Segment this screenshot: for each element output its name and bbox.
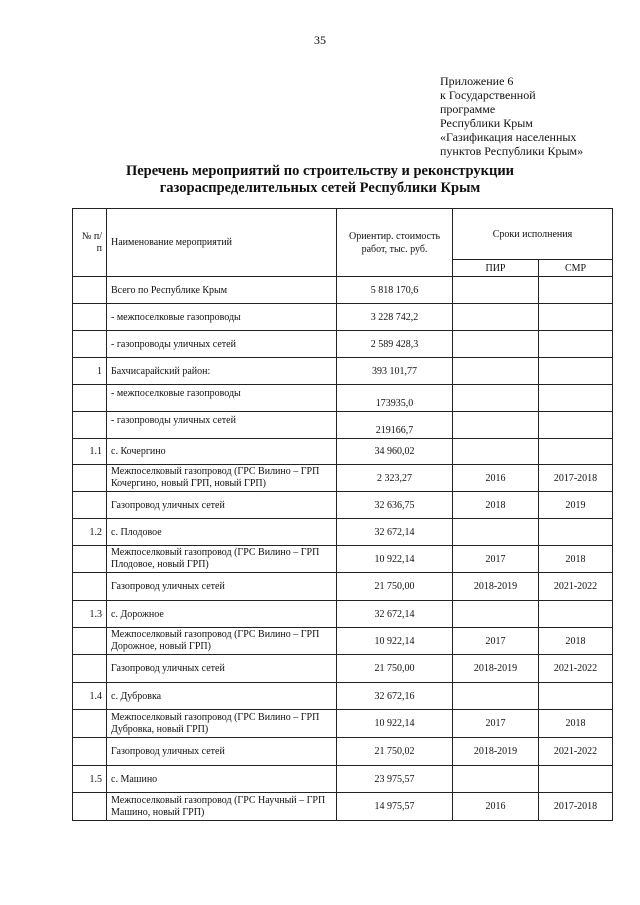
row-cost: 2 589 428,3 bbox=[337, 331, 453, 358]
row-smr: 2019 bbox=[539, 492, 613, 519]
row-smr: 2017-2018 bbox=[539, 465, 613, 492]
row-pir: 2016 bbox=[453, 793, 539, 821]
row-name: Межпоселковый газопровод (ГРС Вилино – ГРП Дорожное, новый ГРП) bbox=[107, 628, 337, 655]
row-num: 1.2 bbox=[73, 519, 107, 546]
row-smr: 2018 bbox=[539, 710, 613, 738]
title-line-1: Перечень мероприятий по строительству и реконструкции bbox=[125, 163, 515, 179]
row-cost: 32 672,16 bbox=[337, 683, 453, 710]
row-cost: 21 750,00 bbox=[337, 573, 453, 601]
row-cost: 219166,7 bbox=[337, 412, 453, 439]
page-number: 35 bbox=[314, 33, 326, 47]
row-smr bbox=[539, 358, 613, 385]
row-num: 1 bbox=[73, 358, 107, 385]
table-row bbox=[73, 519, 613, 546]
row-smr: 2021-2022 bbox=[539, 738, 613, 766]
row-num bbox=[73, 655, 107, 683]
row-num bbox=[73, 710, 107, 738]
table-row bbox=[73, 546, 613, 573]
table-row bbox=[73, 655, 613, 683]
header-num: № п/п bbox=[73, 209, 107, 277]
row-pir bbox=[453, 683, 539, 710]
row-cost: 2 323,27 bbox=[337, 465, 453, 492]
row-num bbox=[73, 385, 107, 412]
row-pir: 2017 bbox=[453, 546, 539, 573]
row-num bbox=[73, 331, 107, 358]
row-name: Межпоселковый газопровод (ГРС Вилино – ГРП Кочергино, новый ГРП, новый ГРП) bbox=[107, 465, 337, 492]
row-cost: 10 922,14 bbox=[337, 628, 453, 655]
row-pir bbox=[453, 601, 539, 628]
table-row bbox=[73, 358, 613, 385]
table-row bbox=[73, 385, 613, 412]
row-pir bbox=[453, 358, 539, 385]
appendix-line: к Государственной bbox=[440, 88, 536, 102]
row-pir bbox=[453, 439, 539, 465]
title-line-2: газораспределительных сетей Республики Крым bbox=[159, 180, 481, 196]
row-pir bbox=[453, 304, 539, 331]
table-row bbox=[73, 573, 613, 601]
row-pir: 2017 bbox=[453, 710, 539, 738]
row-name: Межпоселковый газопровод (ГРС Вилино – ГРП Плодовое, новый ГРП) bbox=[107, 546, 337, 573]
row-cost: 14 975,57 bbox=[337, 793, 453, 821]
table-row bbox=[73, 277, 613, 304]
row-cost: 32 636,75 bbox=[337, 492, 453, 519]
row-cost: 34 960,02 bbox=[337, 439, 453, 465]
row-pir bbox=[453, 519, 539, 546]
row-pir bbox=[453, 412, 539, 439]
row-cost: 393 101,77 bbox=[337, 358, 453, 385]
row-cost: 21 750,02 bbox=[337, 738, 453, 766]
row-pir bbox=[453, 385, 539, 412]
row-smr bbox=[539, 683, 613, 710]
header-smr: СМР bbox=[539, 260, 613, 277]
row-smr bbox=[539, 277, 613, 304]
row-smr bbox=[539, 519, 613, 546]
table-row bbox=[73, 710, 613, 738]
row-cost: 10 922,14 bbox=[337, 546, 453, 573]
row-num bbox=[73, 412, 107, 439]
row-name: Газопровод уличных сетей bbox=[107, 492, 337, 519]
row-pir: 2018 bbox=[453, 492, 539, 519]
row-cost: 173935,0 bbox=[337, 385, 453, 412]
row-smr bbox=[539, 412, 613, 439]
table-row bbox=[73, 412, 613, 439]
row-pir: 2017 bbox=[453, 628, 539, 655]
table-row bbox=[73, 628, 613, 655]
measures-table bbox=[72, 208, 613, 821]
row-name: - межпоселковые газопроводы bbox=[107, 385, 337, 412]
appendix-note bbox=[440, 74, 625, 158]
table-row bbox=[73, 683, 613, 710]
row-smr bbox=[539, 331, 613, 358]
row-smr bbox=[539, 766, 613, 793]
row-pir: 2018-2019 bbox=[453, 655, 539, 683]
row-pir: 2016 bbox=[453, 465, 539, 492]
row-smr bbox=[539, 439, 613, 465]
row-name: с. Дорожное bbox=[107, 601, 337, 628]
row-pir: 2018-2019 bbox=[453, 738, 539, 766]
header-cost: Ориентир. стоимость работ, тыс. руб. bbox=[337, 209, 453, 277]
row-num bbox=[73, 304, 107, 331]
document-title bbox=[0, 163, 640, 197]
row-name: Бахчисарайский район: bbox=[107, 358, 337, 385]
row-name: Газопровод уличных сетей bbox=[107, 573, 337, 601]
row-cost: 21 750,00 bbox=[337, 655, 453, 683]
row-num: 1.5 bbox=[73, 766, 107, 793]
appendix-line: пунктов Республики Крым» bbox=[440, 144, 584, 158]
row-num bbox=[73, 277, 107, 304]
appendix-line: программе bbox=[440, 102, 496, 116]
row-pir bbox=[453, 766, 539, 793]
row-name: Всего по Республике Крым bbox=[107, 277, 337, 304]
row-num bbox=[73, 573, 107, 601]
row-smr: 2021-2022 bbox=[539, 573, 613, 601]
row-pir bbox=[453, 277, 539, 304]
row-num bbox=[73, 546, 107, 573]
row-name: с. Кочергино bbox=[107, 439, 337, 465]
appendix-line: Республики Крым bbox=[440, 116, 533, 130]
header-terms: Сроки исполнения bbox=[453, 209, 613, 260]
row-name: Газопровод уличных сетей bbox=[107, 655, 337, 683]
row-cost: 5 818 170,6 bbox=[337, 277, 453, 304]
table-row bbox=[73, 465, 613, 492]
row-smr bbox=[539, 385, 613, 412]
appendix-line: «Газификация населенных bbox=[440, 130, 577, 144]
table-row bbox=[73, 766, 613, 793]
header-pir: ПИР bbox=[453, 260, 539, 277]
row-pir: 2018-2019 bbox=[453, 573, 539, 601]
row-name: - межпоселковые газопроводы bbox=[107, 304, 337, 331]
table-row bbox=[73, 492, 613, 519]
row-name: Межпоселковый газопровод (ГРС Вилино – ГРП Дубровка, новый ГРП) bbox=[107, 710, 337, 738]
row-name: с. Плодовое bbox=[107, 519, 337, 546]
row-cost: 32 672,14 bbox=[337, 519, 453, 546]
table-row bbox=[73, 601, 613, 628]
row-cost: 10 922,14 bbox=[337, 710, 453, 738]
row-cost: 23 975,57 bbox=[337, 766, 453, 793]
row-smr: 2018 bbox=[539, 628, 613, 655]
row-name: - газопроводы уличных сетей bbox=[107, 412, 337, 439]
row-num bbox=[73, 492, 107, 519]
row-num: 1.4 bbox=[73, 683, 107, 710]
row-num: 1.3 bbox=[73, 601, 107, 628]
row-name: - газопроводы уличных сетей bbox=[107, 331, 337, 358]
row-cost: 32 672,14 bbox=[337, 601, 453, 628]
table-row bbox=[73, 331, 613, 358]
row-name: Межпоселковый газопровод (ГРС Научный – ГРП Машино, новый ГРП) bbox=[107, 793, 337, 821]
row-smr bbox=[539, 601, 613, 628]
table-row bbox=[73, 439, 613, 465]
row-num bbox=[73, 793, 107, 821]
row-num bbox=[73, 628, 107, 655]
row-smr bbox=[539, 304, 613, 331]
header-name: Наименование мероприятий bbox=[107, 209, 337, 277]
row-name: Газопровод уличных сетей bbox=[107, 738, 337, 766]
row-smr: 2021-2022 bbox=[539, 655, 613, 683]
row-cost: 3 228 742,2 bbox=[337, 304, 453, 331]
row-smr: 2017-2018 bbox=[539, 793, 613, 821]
table-row bbox=[73, 738, 613, 766]
appendix-line: Приложение 6 bbox=[440, 74, 514, 88]
row-num bbox=[73, 738, 107, 766]
row-name: с. Дубровка bbox=[107, 683, 337, 710]
row-num: 1.1 bbox=[73, 439, 107, 465]
row-name: с. Машино bbox=[107, 766, 337, 793]
row-num bbox=[73, 465, 107, 492]
table-row bbox=[73, 793, 613, 821]
row-pir bbox=[453, 331, 539, 358]
row-smr: 2018 bbox=[539, 546, 613, 573]
table-row bbox=[73, 304, 613, 331]
